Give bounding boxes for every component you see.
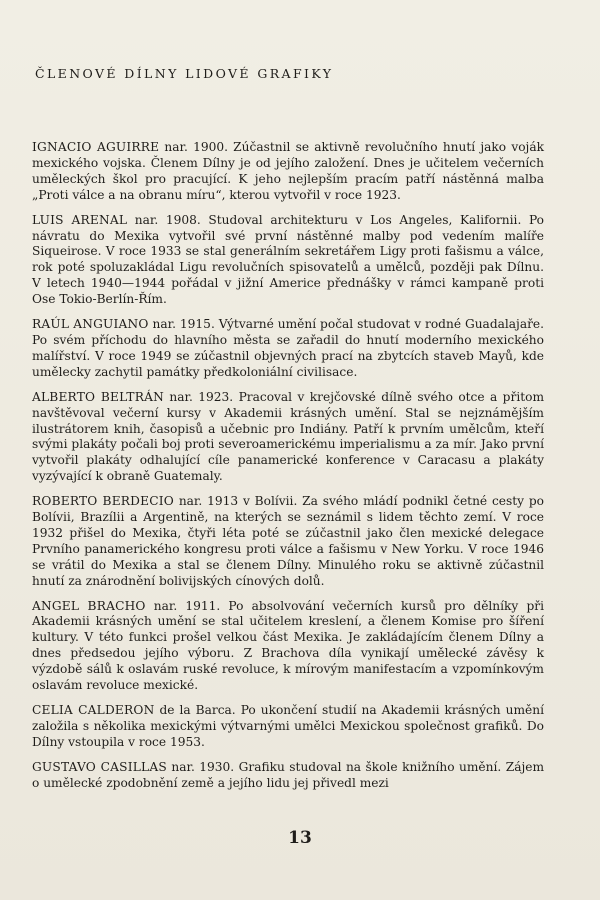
member-bio: nar. 1923. Pracoval v krejčovské dílně svého otce a přitom navštěvoval večerní kursy v Akademii krásných umění. Stal se nejznámějším ilustrátorem knih, časopisů a učebnic pro Indiány. Patří k prvním umělcům, kteří svými plakáty počali boj proti severoamerickému imperialismu a za mír. Jako první vytvořil plakáty odhalující cíle panamerické konference v Caracasu a plakáty vyzývající k obraně Guatemaly. bbox=[32, 389, 545, 484]
member-entry bbox=[32, 140, 544, 204]
member-bio: nar. 1915. Výtvarné umění počal studovat v rodné Guadalajaře. Po svém příchodu do hlavního města se zařadil do hnutí moderního mexického malířství. V roce 1949 se zúčastnil objevných prací na zbytcích staveb Mayů, kde umělecky zachytil památky předkoloniální civilisace. bbox=[32, 317, 545, 379]
member-entry bbox=[32, 390, 544, 485]
member-name: ROBERTO BERDECIO bbox=[32, 494, 174, 509]
page-number: 13 bbox=[288, 828, 312, 848]
member-name: ALBERTO BELTRÁN bbox=[32, 389, 164, 404]
member-bio: nar. 1930. Grafiku studoval na škole knižního umění. Zájem o umělecké zpodobnění země a jejího lidu jej přivedl mezi bbox=[32, 759, 545, 790]
member-list bbox=[32, 140, 544, 801]
member-bio: nar. 1913 v Bolívii. Za svého mládí podnikl četné cesty po Bolívii, Brazílii a Argentině, na kterých se seznámil s lidem těchto zemí. V roce 1932 přišel do Mexika, čtyři léta poté se zúčastnil jako člen mexické delegace Prvního panamerického kongresu proti válce a fašismu v New Yorku. V roce 1946 se vrátil do Mexika a stal se členem Dílny. Minulého roku se aktivně zúčastnil hnutí za znárodnění bolivijských cínových dolů. bbox=[32, 494, 545, 588]
member-entry bbox=[32, 494, 544, 589]
member-name: GUSTAVO CASILLAS bbox=[32, 759, 167, 774]
member-name: CELIA CALDERON bbox=[32, 703, 155, 717]
member-name: IGNACIO AGUIRRE bbox=[32, 140, 160, 154]
member-entry bbox=[32, 213, 544, 308]
member-entry bbox=[32, 703, 544, 751]
member-name: LUIS ARENAL bbox=[32, 212, 128, 227]
page-heading: ČLENOVÉ DÍLNY LIDOVÉ GRAFIKY bbox=[35, 66, 334, 81]
member-bio: de la Barca. Po ukončení studií na Akademii krásných umění založila s několika mexickými výtvarnými umělci Mexickou společnost grafiků. Do Dílny vstoupila v roce 1953. bbox=[32, 703, 545, 749]
member-entry bbox=[32, 760, 544, 792]
member-entry bbox=[32, 317, 544, 381]
member-name: ANGEL BRACHO bbox=[32, 598, 146, 613]
member-name: RAÚL ANGUIANO bbox=[32, 317, 149, 332]
member-bio: nar. 1900. Zúčastnil se aktivně revolučního hnutí jako voják mexického vojska. Členem Dílny je od jejího založení. Dnes je učitelem večerních uměleckých škol pro pracující. K jeho nejlepším pracím patří nástěnná malba „Proti válce a na obranu míru“, kterou vytvořil v roce 1923. bbox=[32, 140, 544, 202]
member-bio: nar. 1908. Studoval architekturu v Los Angeles, Kalifornii. Po návratu do Mexika vytvořil své první nástěnné malby pod vedením malíře Siqueirose. V roce 1933 se stal generálním sekretářem Ligy proti fašismu a válce, rok poté spoluzakládal Ligu revolučních spisovatelů a umělců, později pak Dílnu. V letech 1940—1944 pořádal v jižní Americe přednášky v rámci kampaně proti Ose Tokio-Berlín-Řím. bbox=[32, 212, 544, 307]
member-entry bbox=[32, 599, 544, 694]
member-bio: nar. 1911. Po absolvování večerních kursů pro dělníky při Akademii krásných umění se stal učitelem kreslení, a členem Komise pro šíření kultury. V této funkci prošel velkou část Mexika. Je zakládajícím členem Dílny a dnes předsedou jejího výboru. Z Brachova díla vynikají umělecké závěsy k výzdobě sálů k oslavám ruské revoluce, k mírovým manifestacím a vzpomínkovým oslavám revoluce mexické. bbox=[32, 598, 544, 693]
